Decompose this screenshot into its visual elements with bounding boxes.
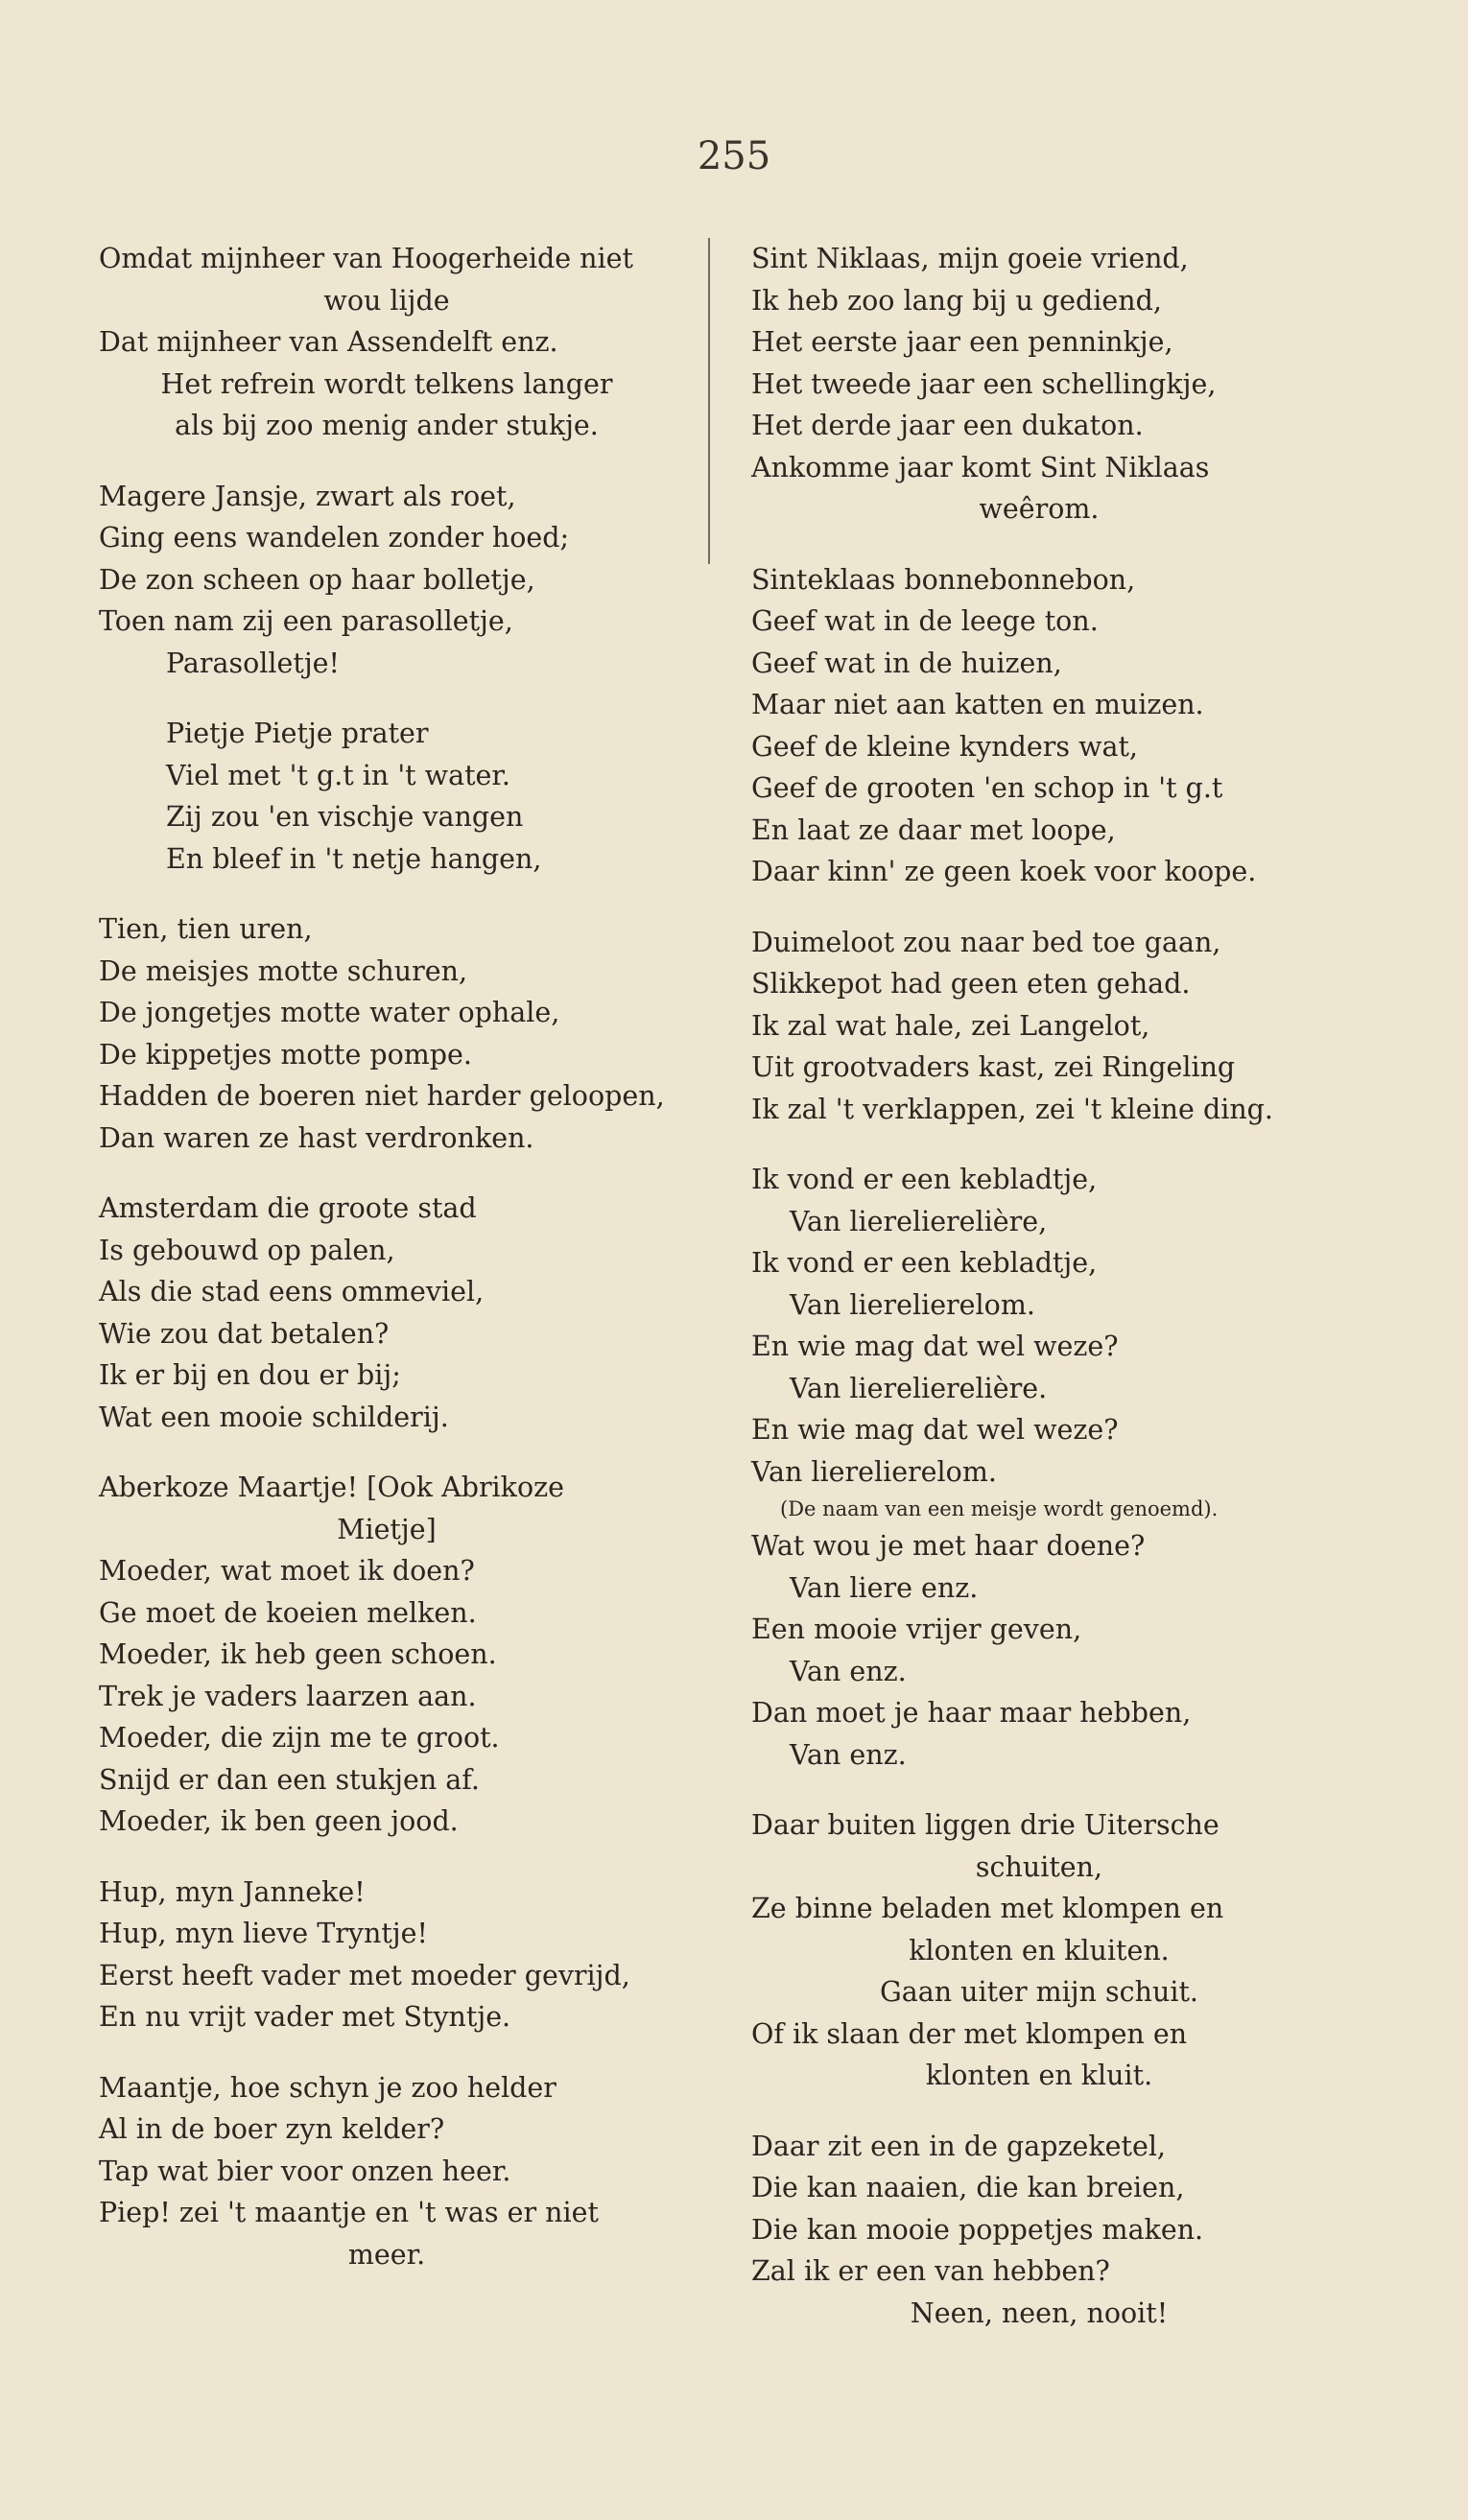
verse-line: Maantje, hoe schyn je zoo helder	[99, 2071, 556, 2104]
stanza	[99, 1188, 675, 1438]
verse-line: Van lierelierelom.	[790, 1288, 1035, 1321]
verse-line: Daar kinn' ze geen koek voor koope.	[751, 856, 1257, 887]
verse-note: (De naam van een meisje wordt genoemd).	[780, 1497, 1219, 1520]
verse-line: De jongetjes motte water ophale,	[99, 997, 560, 1028]
verse-line: Hup, myn Janneke!	[99, 1875, 366, 1908]
verse-line: Maar niet aan katten en muizen.	[751, 689, 1204, 720]
verse-line: En bleef in 't netje hangen,	[166, 842, 542, 875]
verse-line: Geef de kleine kynders wat,	[751, 730, 1138, 763]
verse-line: Ik vond er een kebladtje,	[751, 1247, 1098, 1279]
verse-line: Snijd er dan een stukjen af.	[99, 1763, 480, 1796]
verse-line: Daar buiten liggen drie Uitersche	[751, 1809, 1219, 1841]
stanza	[751, 238, 1327, 530]
verse-line: schuiten,	[975, 1850, 1103, 1883]
verse-line: Magere Jansje, zwart als roet,	[99, 480, 516, 512]
stanza	[99, 1467, 675, 1843]
verse-line: Sinteklaas bonnebonnebon,	[751, 563, 1136, 596]
verse-line: Daar zit een in de gapzeketel,	[751, 2130, 1166, 2162]
verse-line: Geef wat in de leege ton.	[751, 605, 1099, 637]
verse-line: Gaan uiter mijn schuit.	[880, 1976, 1198, 2008]
stanza	[99, 908, 675, 1159]
verse-line: Dan waren ze hast verdronken.	[99, 1121, 534, 1154]
verse-line: Slikkepot had geen eten gehad.	[751, 968, 1191, 1000]
verse-line: klonten en kluiten.	[909, 1934, 1170, 1967]
verse-line: wou lijde	[323, 284, 450, 317]
verse-line: En laat ze daar met loope,	[751, 813, 1116, 846]
verse-line: Zal ik er een van hebben?	[751, 2255, 1110, 2287]
verse-line: Van enz.	[790, 1655, 907, 1687]
verse-line: Mietje]	[337, 1513, 437, 1545]
stanza	[99, 1872, 675, 2038]
verse-line: Ankomme jaar komt Sint Niklaas	[751, 451, 1210, 483]
verse-line: Omdat mijnheer van Hoogerheide niet	[99, 243, 633, 274]
verse-line: weêrom.	[979, 493, 1100, 525]
verse-line: Wat een mooie schilderij.	[99, 1401, 449, 1433]
verse-line: En wie mag dat wel weze?	[751, 1331, 1119, 1362]
verse-line: Ik zal 't verklappen, zei 't kleine ding.	[751, 1093, 1273, 1125]
stanza	[751, 922, 1327, 1131]
verse-line: Het eerste jaar een penninkje,	[751, 326, 1173, 358]
stanza	[99, 713, 675, 880]
verse-line: Ze binne beladen met klompen en	[751, 1893, 1224, 1924]
verse-line: Toen nam zij een parasolletje,	[99, 605, 513, 637]
stanza	[99, 476, 675, 685]
stanza	[751, 559, 1327, 893]
verse-line: Geef wat in de huizen,	[751, 647, 1062, 679]
verse-line: als bij zoo menig ander stukje.	[175, 410, 599, 441]
stanza	[751, 1159, 1327, 1776]
verse-line: Pietje Pietje prater	[166, 718, 429, 749]
verse-line: Van lierelierelière.	[790, 1372, 1048, 1404]
verse-line: Die kan mooie poppetjes maken.	[751, 2213, 1204, 2246]
page-number: 255	[697, 134, 771, 178]
verse-line: Neen, neen, nooit!	[910, 2296, 1169, 2329]
verse-line: De kippetjes motte pompe.	[99, 1038, 472, 1071]
verse-line: Zij zou 'en vischje vangen	[166, 801, 524, 833]
verse-line: Ik zal wat hale, zei Langelot,	[751, 1009, 1150, 1042]
stanza	[751, 1804, 1327, 2097]
verse-line: Van lierelierelière,	[790, 1205, 1048, 1237]
stanza	[99, 238, 675, 447]
verse-line: klonten en kluit.	[925, 2060, 1153, 2091]
verse-line: Dat mijnheer van Assendelft enz.	[99, 326, 558, 358]
right-column	[751, 238, 1327, 2363]
verse-line: Sint Niklaas, mijn goeie vriend,	[751, 243, 1189, 274]
verse-line: Moeder, ik heb geen schoen.	[99, 1638, 497, 1670]
verse-line: Al in de boer zyn kelder?	[99, 2113, 445, 2145]
verse-line: Of ik slaan der met klompen en	[751, 2017, 1188, 2050]
verse-line: Een mooie vrijer geven,	[751, 1613, 1082, 1645]
verse-line: Wat wou je met haar doene?	[751, 1530, 1146, 1562]
verse-line: Ik er bij en dou er bij;	[99, 1359, 401, 1391]
verse-line: Het tweede jaar een schellingkje,	[751, 367, 1217, 400]
verse-line: meer.	[347, 2238, 426, 2271]
verse-line: Trek je vaders laarzen aan.	[99, 1680, 477, 1712]
verse-line: Als die stad eens ommeviel,	[99, 1276, 485, 1307]
verse-line: Die kan naaien, die kan breien,	[751, 2172, 1185, 2203]
verse-line: Geef de grooten 'en schop in 't g.t	[751, 772, 1223, 804]
verse-line: Wie zou dat betalen?	[99, 1317, 390, 1350]
verse-line: Amsterdam die groote stad	[99, 1192, 477, 1224]
verse-line: Ik heb zoo lang bij u gediend,	[751, 284, 1162, 317]
verse-line: Het derde jaar een dukaton.	[751, 410, 1144, 441]
verse-line: Van enz.	[790, 1738, 907, 1771]
verse-line: Moeder, die zijn me te groot.	[99, 1722, 500, 1754]
verse-line: Van lierelierelom.	[751, 1455, 997, 1488]
verse-line: Uit grootvaders kast, zei Ringeling	[751, 1051, 1236, 1083]
verse-line: Ge moet de koeien melken.	[99, 1596, 477, 1629]
verse-line: Eerst heeft vader met moeder gevrijd,	[99, 1959, 630, 1991]
verse-line: Tap wat bier voor onzen heer.	[99, 2155, 511, 2187]
verse-line: Duimeloot zou naar bed toe gaan,	[751, 926, 1221, 958]
left-column	[99, 238, 675, 2304]
verse-line: Parasolletje!	[166, 647, 340, 679]
verse-line: Hadden de boeren niet harder geloopen,	[99, 1080, 665, 1112]
verse-line: Dan moet je haar maar hebben,	[751, 1697, 1192, 1729]
verse-line: De meisjes motte schuren,	[99, 954, 468, 987]
verse-line: Piep! zei 't maantje en 't was er niet	[99, 2197, 599, 2228]
verse-line: Ging eens wandelen zonder hoed;	[99, 522, 570, 553]
verse-line: Hup, myn lieve Tryntje!	[99, 1918, 428, 1949]
verse-line: Ik vond er een kebladtje,	[751, 1164, 1098, 1195]
stanza	[99, 2067, 675, 2276]
verse-line: En nu vrijt vader met Styntje.	[99, 2001, 511, 2033]
verse-line: Viel met 't g.t in 't water.	[166, 759, 510, 791]
verse-line: Is gebouwd op palen,	[99, 1234, 395, 1266]
verse-line: De zon scheen op haar bolletje,	[99, 563, 535, 596]
verse-line: Tien, tien uren,	[99, 913, 313, 945]
stanza	[751, 2126, 1327, 2335]
verse-line: En wie mag dat wel weze?	[751, 1414, 1119, 1446]
column-divider	[708, 238, 710, 564]
verse-line: Van liere enz.	[790, 1571, 979, 1604]
verse-line: Aberkoze Maartje! [Ook Abrikoze	[99, 1472, 564, 1503]
verse-line: Het refrein wordt telkens langer	[160, 367, 613, 400]
verse-line: Moeder, wat moet ik doen?	[99, 1555, 475, 1587]
verse-line: Moeder, ik ben geen jood.	[99, 1805, 459, 1837]
